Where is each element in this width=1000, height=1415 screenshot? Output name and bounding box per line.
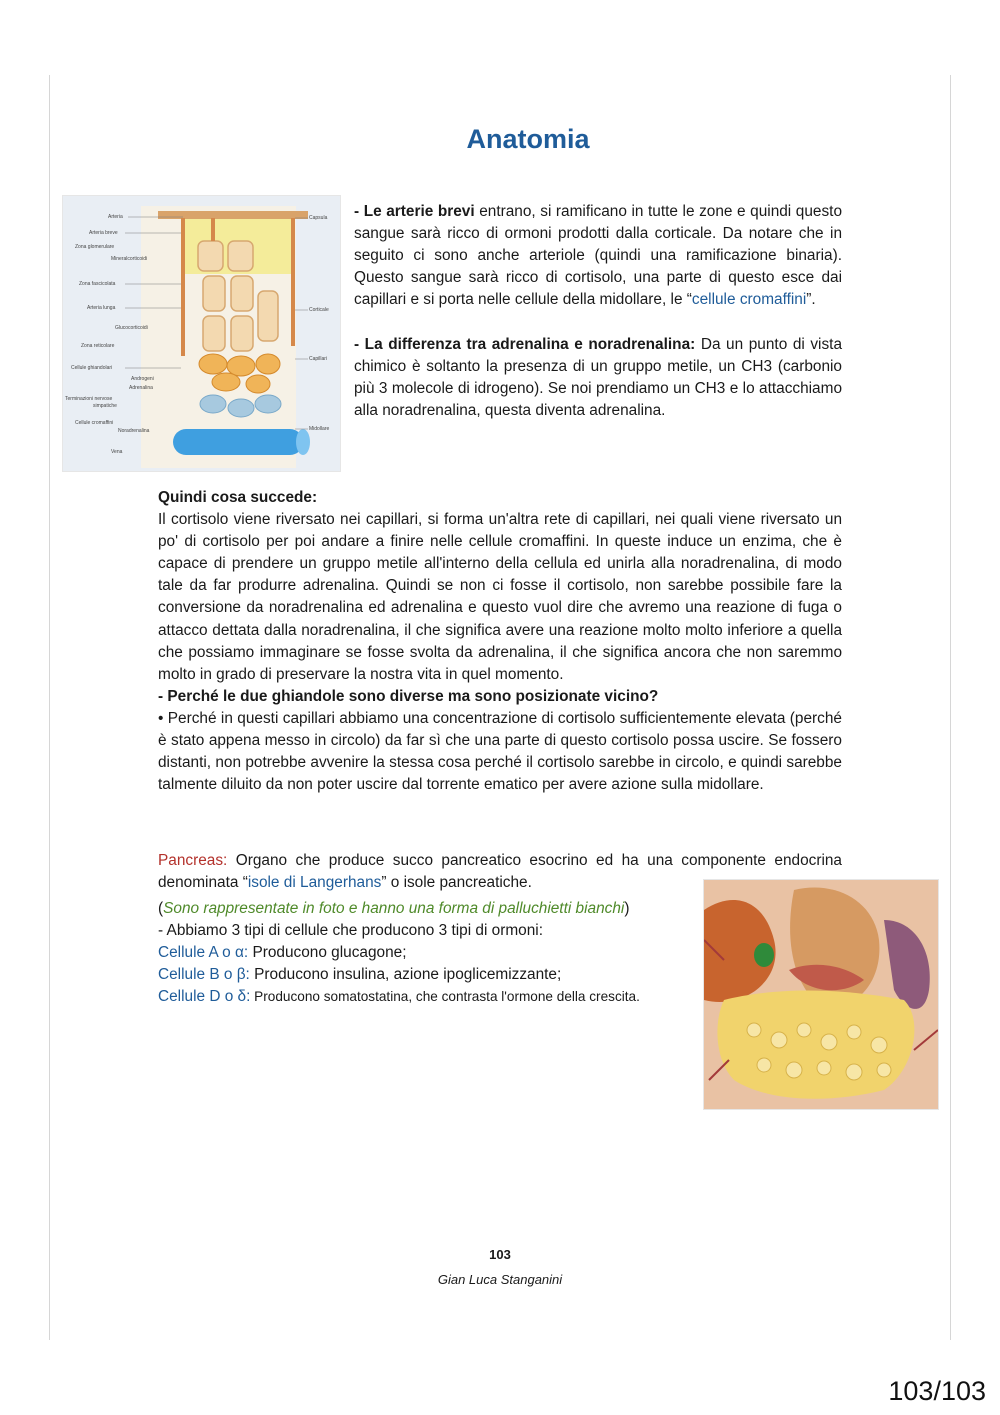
label-cellule-cromaffini: Cellule cromaffini (75, 420, 114, 426)
label-cellule-ghiandolari: Cellule ghiandolari (71, 365, 113, 371)
cell-type-name: Cellule B o β: (158, 966, 250, 984)
cells-intro: - Abbiamo 3 tipi di cellule che producono 3 tipi di ormoni: (158, 922, 543, 940)
pancreas-label: Pancreas: (158, 852, 228, 869)
label-arteria: Arteria (108, 214, 123, 220)
adrenal-gland-illustration (63, 196, 340, 471)
label-vena: Vena (111, 449, 123, 455)
main-text-block (158, 487, 842, 796)
page-number: 103 (489, 1247, 511, 1262)
label-arteria-lunga: Arteria lunga (87, 305, 116, 311)
perche-question: - Perché le due ghiandole sono diverse ma sono posizionate vicino? (158, 687, 659, 705)
viewer-page-counter: 103/103 (888, 1376, 986, 1406)
right-margin-line (950, 75, 951, 1340)
cell-type-desc: Producono somatostatina, che contrasta l'ormone della crescita. (250, 989, 640, 1005)
cell-type-a (158, 942, 698, 964)
pancreas-cells-list (158, 898, 698, 1008)
arterie-differenza-text (354, 201, 842, 422)
note-close-paren: ) (624, 900, 630, 917)
pancreas-figure (703, 879, 939, 1110)
label-zona-reticolare: Zona reticolare (81, 343, 115, 349)
label-adrenalina: Adrenalina (129, 385, 153, 391)
pancreas-illustration (704, 880, 938, 1109)
cell-type-d (158, 986, 698, 1008)
pancreas-photo-note (158, 898, 698, 920)
cell-type-name: Cellule A o α: (158, 944, 249, 962)
label-noradrenalina: Noradrenalina (118, 428, 150, 434)
page-title: Anatomia (466, 124, 590, 154)
cell-type-b (158, 964, 698, 986)
label-midollare: Midollare (309, 426, 330, 432)
quindi-heading: Quindi cosa succede: (158, 489, 318, 506)
cellule-cromaffini-link: cellule cromaffini (691, 291, 807, 309)
label-capsula: Capsula (309, 215, 328, 221)
label-terminazioni-nervose: Terminazioni nervose (65, 396, 113, 402)
adrenal-gland-figure (62, 195, 341, 472)
arterie-brevi-text-end: ”. (806, 291, 816, 309)
label-simpatiche: simpatiche (93, 403, 117, 409)
pancreas-text: Organo che produce succo pancreatico esocrino ed ha una componente endocrina denominata “ (158, 852, 842, 892)
note-text: Sono rappresentate in foto e hanno una forma di palluchietti bianchi (163, 900, 625, 917)
cell-type-desc: Producono glucagone; (248, 944, 407, 962)
label-mineralcorticoidi: Mineralcorticoidi (111, 256, 148, 262)
arterie-brevi-text: entrano, si ramificano in tutte le zone e quindi questo sangue sarà ricco di ormoni prodotti dalla corticale. Da notare che in seguito ci sono anche arteriole (quindi una ramificazione binaria). Questo sangue sarà ricco di cortisolo, una parte di questo esce dai capillari e si porta nelle cellule della midollare, le “ (354, 203, 843, 309)
differenza-heading: - La differenza tra adrenalina e noradrenalina: (354, 335, 696, 353)
perche-answer: • Perché in questi capillari abbiamo una concentrazione di cortisolo sufficientemente elevata (perché è stato appena messo in circolo) da far sì che una parte di questo cortisolo possa uscire. Se fossero distanti, non potrebbe avvenire la stessa cosa perché il cortisolo sarebbe in circolo, e quindi sarebbe talmente diluito da non poter uscire dal torrente ematico per avere azione sulla midollare. (158, 709, 842, 794)
label-arteria-breve: Arteria breve (89, 230, 118, 236)
isole-langerhans-link: isole di Langerhans (247, 874, 382, 892)
label-zona-fascicolata: Zona fascicolata (79, 281, 116, 287)
label-glucocorticoidi: Glucocorticoidi (115, 325, 148, 331)
note-open-paren: ( (158, 900, 164, 917)
label-androgeni: Androgeni (131, 376, 154, 382)
label-zona-glomerulare: Zona glomerulare (75, 244, 115, 250)
left-margin-line (49, 75, 50, 1340)
author-footer: Gian Luca Stanganini (437, 1272, 563, 1287)
cell-type-name: Cellule D o δ: (158, 988, 251, 1006)
quindi-text: Il cortisolo viene riversato nei capillari, si forma un'altra rete di capillari, nei quali viene riversato un po' di cortisolo per poi andare a finire nelle cellule cromaffini. In queste induce un enzima, che è capace di prendere un gruppo metile all'interno della cellula ed unirla alla noradrenalina, di modo tale da far produrre adrenalina. Quindi se non ci fosse il cortisolo, non sarebbe possibile fare la conversione da noradrenalina ed adrenalina e questo vuol dire che avremo una reazione di fuga o attacco dettata dalla noradrenalina, il che significa avere una reazione molto molto inferiore a quella che possiamo immaginare se fosse svolta da adrenalina, il che significa ancora che non saremmo molto in grado di preservare la nostra vita in quel momento. (158, 511, 842, 683)
pancreas-text-end: ” o isole pancreatiche. (381, 874, 532, 892)
cell-type-desc: Producono insulina, azione ipoglicemizzante; (249, 966, 562, 984)
label-capillari: Capillari (309, 356, 328, 362)
arterie-brevi-heading: - Le arterie brevi (354, 203, 475, 220)
label-corticale: Corticale (309, 307, 329, 313)
differenza-text: Da un punto di vista chimico è soltanto la presenza di un gruppo metile, un CH3 (carbonio più 3 molecole di idrogeno). Se noi prendiamo un CH3 e lo attacchiamo alla noradrenalina, questa diventa adrenalina. (354, 335, 842, 419)
